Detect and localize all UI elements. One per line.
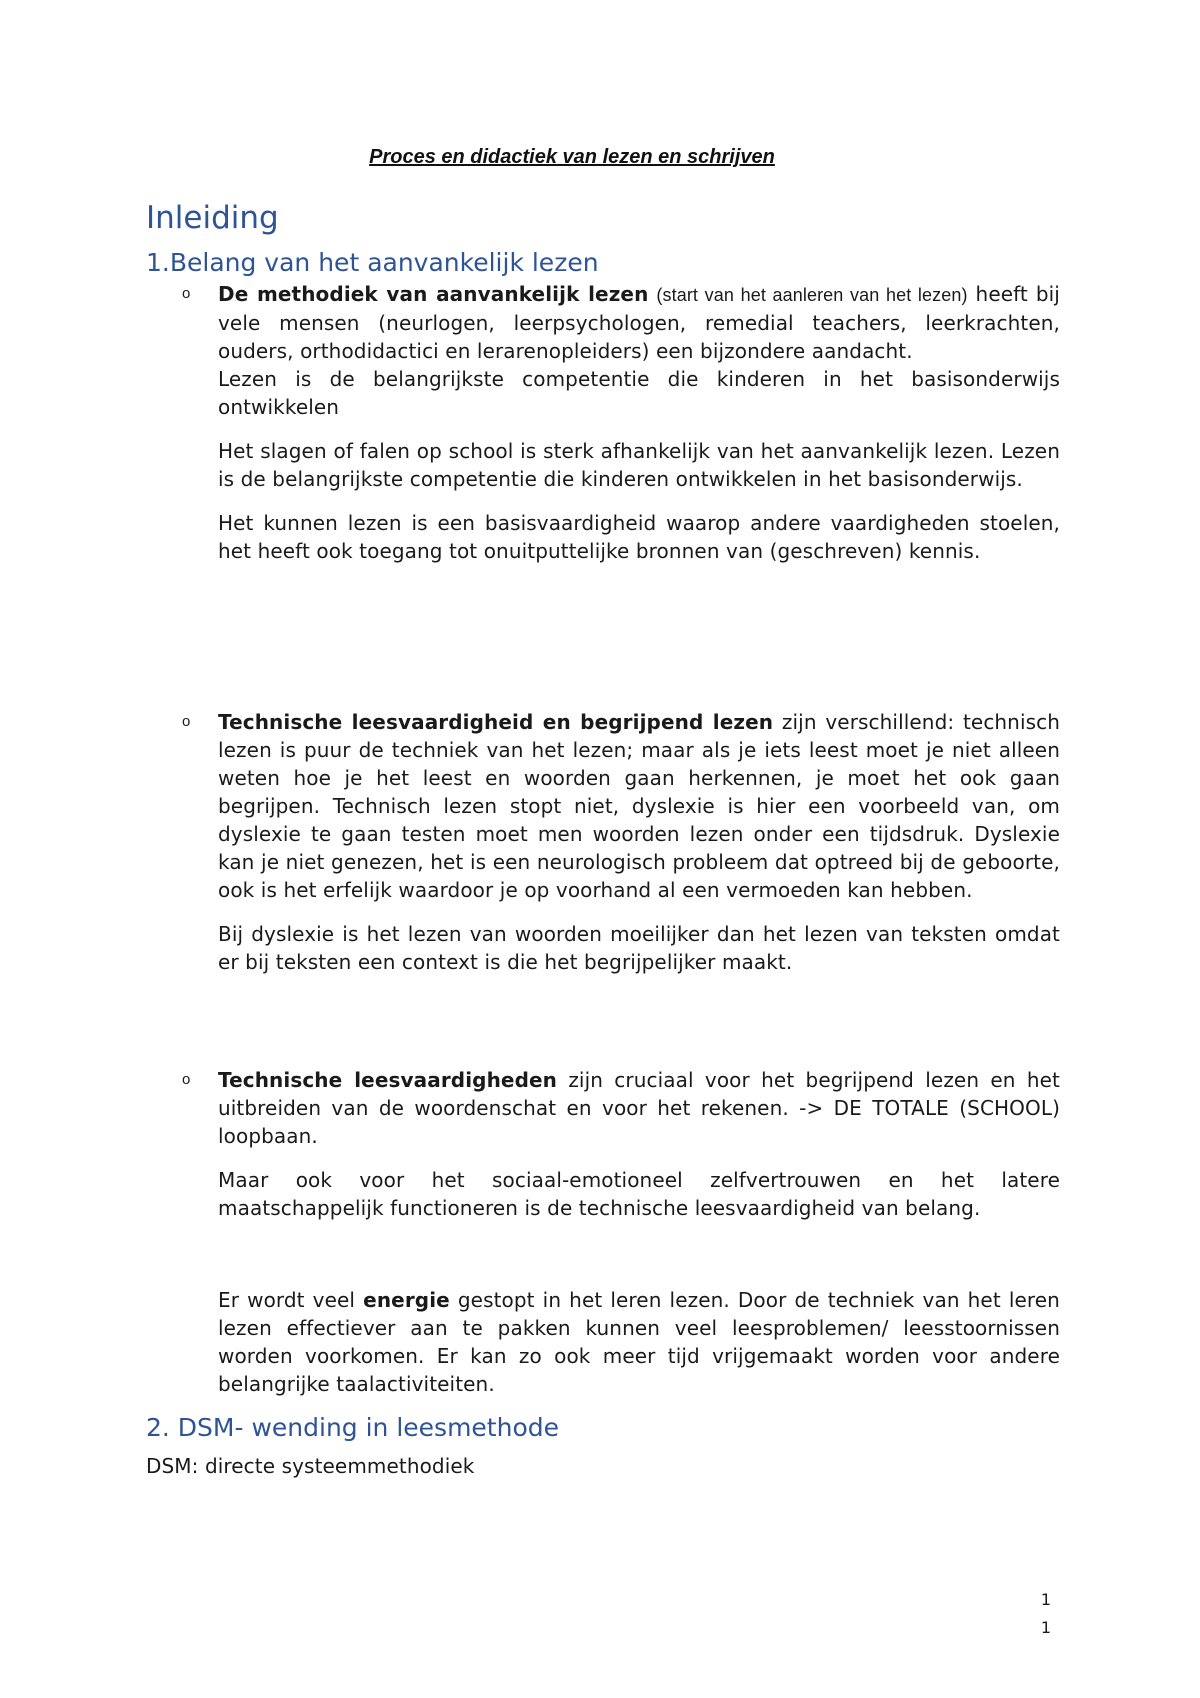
- aside-text: (start van het aanleren van het lezen): [656, 285, 968, 305]
- page-number: 1: [1040, 1590, 1052, 1609]
- paragraph: [218, 1286, 1060, 1398]
- heading-belang-aanvankelijk-lezen: 1.Belang van het aanvankelijk lezen: [146, 248, 599, 277]
- paragraph-text: Er wordt veel: [218, 1288, 356, 1312]
- bold-term: Technische leesvaardigheden: [218, 1068, 557, 1092]
- paragraph-text: gestopt in het leren lezen. Door de techniek van het leren lezen effectiever aan te pakken kunnen veel leesproblemen/ leesstoornissen worden voorkomen. Er kan zo ook meer tijd vrijgemaakt worden voor andere belangrijke taalactiviteiten.: [218, 1288, 1060, 1396]
- bold-term: Technische leesvaardigheid en begrijpend lezen: [218, 710, 774, 734]
- closing-paragraph: [218, 1286, 1060, 1398]
- page-number: 1: [1040, 1618, 1052, 1637]
- bold-term: energie: [363, 1288, 450, 1312]
- bullet-marker: o: [182, 285, 191, 302]
- paragraph-text: zijn verschillend: technisch lezen is puur de techniek van het lezen; maar als je iets leest moet je niet alleen weten hoe je het leest en woorden gaan herkennen, je moet het ook gaan begrijpen. Technisch lezen stopt niet, dyslexie is hier een voorbeeld van, om dyslexie te gaan testen moet men woorden lezen onder een tijdsdruk. Dyslexie kan je niet genezen, het is een neurologisch probleem dat optreed bij de geboorte, ook is het erfelijk waardoor je op voorhand al een vermoeden kan hebben.: [218, 710, 1061, 902]
- paragraph-text: heeft bij vele mensen (neurlogen, leerpsychologen, remedial teachers, leerkrachten, ouders, orthodidactici en lerarenopleiders) een bijzondere aandacht.: [218, 282, 1060, 363]
- bullet-methodiek: [182, 280, 1060, 565]
- bold-term: De methodiek van aanvankelijk lezen: [218, 282, 649, 306]
- paragraph: Het slagen of falen op school is sterk afhankelijk van het aanvankelijk lezen. Lezen is de belangrijkste competentie die kinderen ontwikkelen in het basisonderwijs.: [218, 439, 1060, 491]
- document-title: Proces en didactiek van lezen en schrijven: [369, 146, 775, 168]
- bullet-technische-leesvaardigheden: [182, 1066, 1060, 1222]
- paragraph: [218, 708, 1060, 904]
- paragraph: Bij dyslexie is het lezen van woorden moeilijker dan het lezen van teksten omdat er bij teksten een context is die het begrijpelijker maakt.: [218, 922, 1060, 974]
- bullet-technische-leesvaardigheid: [182, 708, 1061, 976]
- paragraph-text: zijn cruciaal voor het begrijpend lezen en het uitbreiden van de woordenschat en voor het rekenen. -> DE TOTALE (SCHOOL) loopbaan.: [218, 1068, 1060, 1148]
- bullet-marker: o: [182, 1071, 191, 1088]
- heading-inleiding: Inleiding: [146, 200, 279, 236]
- dsm-definition: DSM: directe systeemmethodiek: [146, 1454, 475, 1478]
- paragraph: [218, 280, 1060, 365]
- paragraph: Lezen is de belangrijkste competentie die kinderen in het basisonderwijs ontwikkelen: [218, 367, 1060, 419]
- bullet-marker: o: [182, 713, 191, 730]
- paragraph: [218, 1066, 1060, 1150]
- paragraph: Het kunnen lezen is een basisvaardigheid waarop andere vaardigheden stoelen, het heeft ook toegang tot onuitputtelijke bronnen van (geschreven) kennis.: [218, 511, 1060, 563]
- heading-dsm-wending: 2. DSM- wending in leesmethode: [146, 1413, 560, 1442]
- paragraph: Maar ook voor het sociaal-emotioneel zelfvertrouwen en het latere maatschappelijk functioneren is de technische leesvaardigheid van belang.: [218, 1168, 1060, 1220]
